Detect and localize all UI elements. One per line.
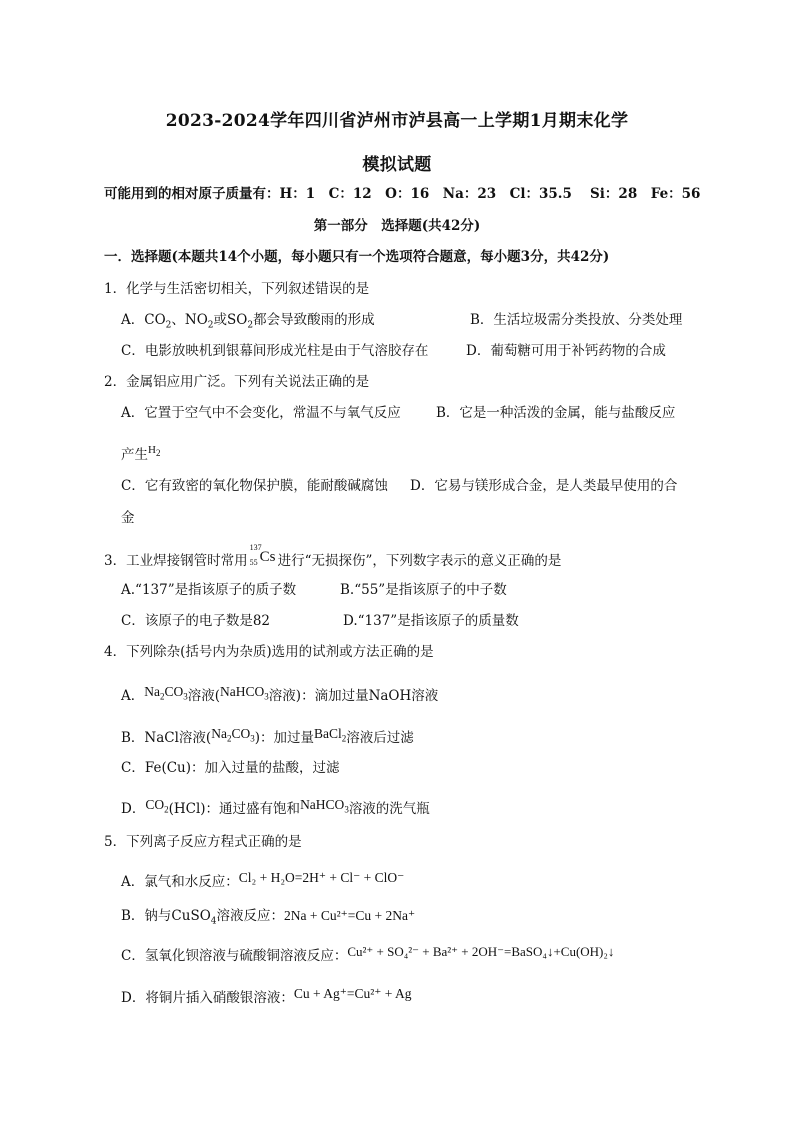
question-3-option-a: A.“137”是指该原子的质子数 (121, 582, 297, 598)
question-4-option-d: D．$CO_2(HCl)$：通过盛有饱和NaHCO$_3$溶液的洗气瓶 (121, 797, 430, 817)
question-4-stem: 4．下列除杂(括号内为杂质)选用的试剂或方法正确的是 (104, 644, 434, 660)
question-3-stem: 3．工业焊接钢管时常用 137 55 Cs 进行“无损探伤”，下列数字表示的意义正确的是 (104, 543, 562, 569)
isotope-cs-137: 137 55 Cs (249, 543, 276, 567)
question-2-option-d: D．它易与镁形成合金，是人类最早使用的合 (410, 478, 678, 494)
question-5-option-d: D．将铜片插入硝酸银溶液：Cu + Ag⁺=Cu²⁺ + Ag (121, 986, 412, 1006)
question-2-option-b: B．它是一种活泼的金属，能与盐酸反应 (436, 405, 676, 421)
formula-bacl2: BaCl$_2$ (314, 726, 347, 744)
question-3-option-c: C．该原子的电子数是82 (121, 613, 271, 629)
question-3-option-b: B.“55”是指该原子的中子数 (340, 582, 507, 598)
question-2-option-d-cont: 金 (121, 510, 135, 526)
question-2-option-a: A．它置于空气中不会变化，常温不与氧气反应 (121, 405, 401, 421)
question-3-option-d: D.“137”是指该原子的质量数 (343, 613, 519, 629)
formula-na2co3: $Na_2CO_3$ (211, 726, 255, 744)
equation-c: Cu²⁺ + SO₄²⁻ + Ba²⁺ + 2OH⁻=BaSO₄↓+Cu(OH)₂↓ (347, 944, 615, 959)
formula-nahco3: NaHCO$_3$ (300, 797, 349, 815)
section-title: 一．选择题(本题共14个小题，每小题只有一个选项符合题意，每小题3分，共42分) (104, 249, 610, 265)
question-2-option-b-cont: 产生$^{H_2}$ (121, 444, 161, 463)
question-1-option-a: A．$CO_2$、$NO_2$或$SO_2$都会导致酸雨的形成 (121, 312, 375, 331)
part-title: 第一部分 选择题(共42分) (313, 218, 481, 234)
formula-na2co3: $Na_2CO_3$ (144, 684, 188, 702)
question-1-option-b: B．生活垃圾需分类投放、分类处理 (470, 312, 683, 328)
equation-d: Cu + Ag⁺=Cu²⁺ + Ag (293, 986, 412, 1001)
question-1-option-d: D．葡萄糖可用于补钙药物的合成 (466, 343, 666, 359)
exam-title-line2: 模拟试题 (362, 155, 432, 175)
question-2-option-c: C．它有致密的氧化物保护膜，能耐酸碱腐蚀 (121, 478, 388, 494)
equation-b: 2Na + Cu²⁺=Cu + 2Na⁺ (284, 908, 416, 923)
formula-nahco3: NaHCO$_3$ (220, 684, 269, 702)
question-1-option-c: C．电影放映机到银幕间形成光柱是由于气溶胶存在 (121, 343, 429, 359)
question-2-stem: 2．金属铝应用广泛。下列有关说法正确的是 (104, 374, 370, 390)
question-5-option-c: C．氢氧化钡溶液与硫酸铜溶液反应：Cu²⁺ + SO₄²⁻ + Ba²⁺ + 2OH⁻=BaSO₄↓+Cu(OH)₂↓ (121, 944, 615, 964)
formula-h2: H2 (148, 444, 161, 459)
formula-co2: $CO_2$ (145, 797, 169, 815)
question-4-option-b: B．NaCl溶液$(Na_2CO_3)$：加过量BaCl$_2$溶液后过滤 (121, 726, 414, 746)
exam-title-line1: 2023-2024学年四川省泸州市泸县高一上学期1月期末化学 (165, 111, 629, 131)
atomic-masses-line: 可能用到的相对原子质量有：H：1 C：12 O：16 Na：23 Cl：35.5 Si：28 Fe：56 (104, 186, 701, 202)
question-4-option-c: C．Fe(Cu)：加入过量的盐酸，过滤 (121, 760, 340, 776)
question-5-option-b: B．钠与CuSO$_4$溶液反应：2Na + Cu²⁺=Cu + 2Na⁺ (121, 908, 416, 927)
question-5-stem: 5．下列离子反应方程式正确的是 (104, 834, 302, 850)
equation-a: Cl₂ + H₂O=2H⁺ + Cl⁻ + ClO⁻ (238, 870, 405, 885)
question-5-option-a: A．氯气和水反应：Cl₂ + H₂O=2H⁺ + Cl⁻ + ClO⁻ (121, 870, 405, 890)
question-1-stem: 1．化学与生活密切相关，下列叙述错误的是 (104, 281, 370, 297)
question-4-option-a: A．$Na_2CO_3$溶液(NaHCO$_3$溶液)：滴加过量NaOH溶液 (121, 684, 439, 704)
